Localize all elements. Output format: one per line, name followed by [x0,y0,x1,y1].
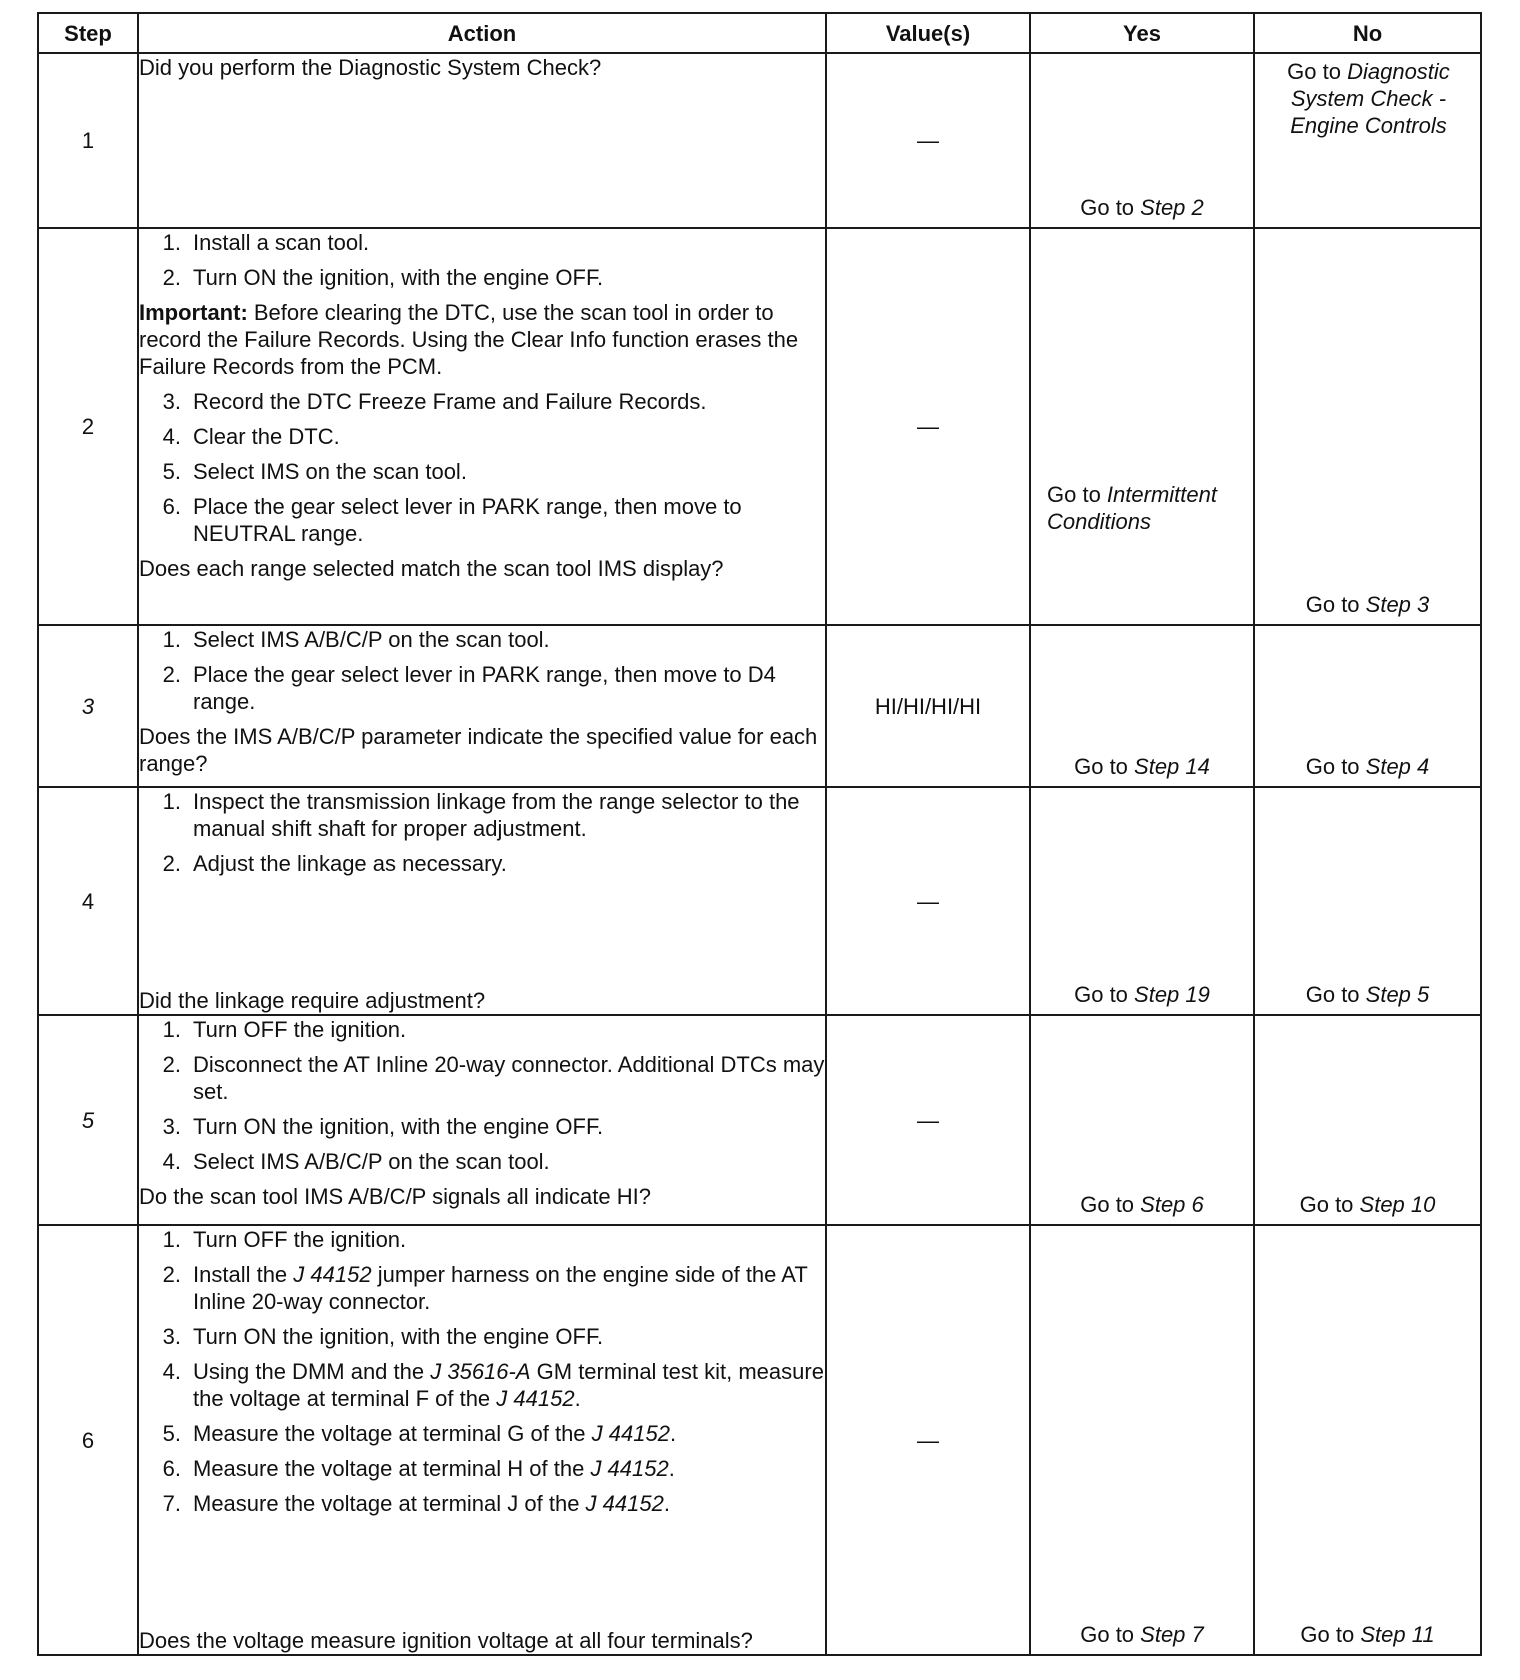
item-text: Inspect the transmission linkage from the range selector to the manual shift shaft for proper adjustment. [193,789,800,841]
item-number: 2. [162,1262,181,1287]
item-number: 6. [162,494,181,519]
goto-target: Step 6 [1140,1192,1204,1217]
important-text: Before clearing the DTC, use the scan tool in order to record the Failure Records. Using the Clear Info function erases the Failure Records from the PCM. [139,300,799,379]
important-label: Important: [139,300,248,325]
list-item [139,1016,825,1043]
yes-link[interactable] [1031,1191,1253,1218]
item-number: 2. [162,851,181,876]
item-text: Select IMS A/B/C/P on the scan tool. [193,627,550,652]
action-question: Does the voltage measure ignition voltage at all four terminals? [139,1628,753,1653]
item-text [193,1490,825,1517]
goto-target: Step 19 [1134,982,1210,1007]
step-number: 1 [38,53,138,228]
goto-prefix: Go to [1305,592,1366,617]
text-part: GM terminal test kit, measure the voltage at terminal F of the [193,1359,824,1411]
yes-link[interactable] [1031,1621,1253,1648]
action-question: Does each range selected match the scan tool IMS display? [139,556,724,581]
list-item [139,1051,825,1105]
item-text: Turn ON the ignition, with the engine OFF. [193,1114,604,1139]
goto-prefix: Go to [1080,195,1141,220]
action-cell [138,787,826,1015]
item-number: 5. [162,1421,181,1446]
item-number: 2. [162,662,181,687]
no-cell [1254,625,1481,787]
list-item [139,1358,825,1412]
goto-target: Diagnostic System Check - Engine Controls [1290,59,1450,138]
table-row [38,53,1481,228]
item-text: Place the gear select lever in PARK range, then move to NEUTRAL range. [193,494,742,546]
step-number [38,1015,138,1225]
no-link[interactable] [1255,981,1480,1008]
item-text [193,1358,825,1412]
item-number: 3. [162,389,181,414]
item-number: 1. [162,230,181,255]
list-item [139,850,825,877]
item-text: Select IMS A/B/C/P on the scan tool. [193,1149,550,1174]
value-cell: — [826,787,1030,1015]
table-row [38,625,1481,787]
no-cell [1254,53,1481,228]
list-item [139,264,825,291]
yes-cell [1030,53,1254,228]
item-text: Select IMS on the scan tool. [193,459,467,484]
goto-target: Intermittent Conditions [1047,482,1217,534]
list-item [139,229,825,256]
step-number: 6 [38,1225,138,1655]
no-link[interactable] [1255,1621,1480,1648]
item-text: Disconnect the AT Inline 20-way connector. Additional DTCs may set. [193,1052,825,1104]
goto-target: Step 11 [1360,1622,1435,1647]
list-item [139,1323,825,1350]
yes-cell [1030,1015,1254,1225]
item-number: 2. [162,1052,181,1077]
tool-ref: J 44152 [590,1456,669,1481]
goto-prefix: Go to [1299,1192,1360,1217]
no-cell [1254,228,1481,625]
action-question: Did the linkage require adjustment? [139,988,486,1013]
header-no: No [1254,13,1481,53]
tool-ref: J 44152 [585,1491,664,1516]
goto-prefix: Go to [1287,59,1348,84]
item-number: 5. [162,459,181,484]
list-item [139,1113,825,1140]
yes-cell [1030,228,1254,625]
step-number [38,625,138,787]
table-row [38,787,1481,1015]
text-part: Using the DMM and the [193,1359,431,1384]
value-cell: HI/HI/HI/HI [826,625,1030,787]
list-item [139,493,825,547]
goto-target: Step 14 [1134,754,1210,779]
goto-target: Step 2 [1140,195,1204,220]
item-number: 6. [162,1456,181,1481]
text-part: Install the [193,1262,294,1287]
item-text: Turn ON the ignition, with the engine OFF. [193,1324,604,1349]
list-item [139,626,825,653]
list-item [139,458,825,485]
tool-ref: J 44152 [293,1262,372,1287]
goto-prefix: Go to [1305,982,1366,1007]
item-text: Install a scan tool. [193,230,370,255]
action-cell [138,228,826,625]
table-row [38,228,1481,625]
item-text: Turn OFF the ignition. [193,1017,407,1042]
goto-prefix: Go to [1047,482,1107,507]
item-number: 4. [162,1359,181,1384]
item-text: Turn OFF the ignition. [193,1227,407,1252]
action-cell [138,1015,826,1225]
action-list [139,388,825,547]
tool-ref: J 44152 [496,1386,575,1411]
action-list [139,1016,825,1175]
action-cell [138,53,826,228]
yes-cell [1030,787,1254,1015]
text-part: . [663,1491,670,1516]
list-item [139,1420,825,1447]
item-text [193,1261,825,1315]
value-cell: — [826,1015,1030,1225]
goto-target: Step 4 [1365,754,1430,779]
item-text: Adjust the linkage as necessary. [193,851,507,876]
item-number: 7. [162,1491,181,1516]
no-cell [1254,1015,1481,1225]
list-item [139,1261,825,1315]
action-body [139,1226,825,1654]
no-link[interactable] [1255,753,1480,780]
spacer [139,885,825,987]
step-number: 2 [38,228,138,625]
list-item [139,423,825,450]
goto-prefix: Go to [1305,754,1366,779]
header-row [38,13,1481,53]
text-part: Measure the voltage at terminal H of the [193,1456,591,1481]
item-number: 1. [162,1017,181,1042]
value-cell: — [826,228,1030,625]
important-note [139,299,825,380]
text-part: Measure the voltage at terminal J of the [193,1491,586,1516]
item-text: Record the DTC Freeze Frame and Failure Records. [193,389,707,414]
goto-target: Step 3 [1365,592,1430,617]
text-part: . [669,1421,677,1446]
yes-link[interactable] [1047,481,1249,535]
yes-link[interactable] [1031,194,1253,221]
step-number-text: 5 [81,1107,95,1133]
no-link[interactable] [1255,54,1480,139]
list-item [139,388,825,415]
list-item [139,1148,825,1175]
yes-link[interactable] [1031,753,1253,780]
table-row [38,1225,1481,1655]
item-text: Place the gear select lever in PARK range, then move to D4 range. [193,662,776,714]
step-number: 4 [38,787,138,1015]
action-list [139,788,825,885]
action-list [139,229,825,291]
no-cell [1254,787,1481,1015]
item-number: 4. [162,424,181,449]
no-link[interactable] [1255,591,1480,618]
item-number: 4. [162,1149,181,1174]
action-list [139,626,825,715]
goto-prefix: Go to [1074,982,1135,1007]
text-part: jumper harness on the engine side of the AT Inline 20-way connector. [193,1262,808,1314]
item-number: 3. [162,1114,181,1139]
value-cell: — [826,1225,1030,1655]
action-question: Did you perform the Diagnostic System Check? [139,55,602,80]
no-cell [1254,1225,1481,1655]
action-question: Do the scan tool IMS A/B/C/P signals all indicate HI? [139,1184,651,1209]
table-row [38,1015,1481,1225]
goto-prefix: Go to [1074,754,1135,779]
item-number: 2. [162,265,181,290]
item-text: Clear the DTC. [193,424,340,449]
yes-cell [1030,1225,1254,1655]
diagnostic-table [37,12,1482,1656]
spacer [139,1525,825,1627]
list-item [139,1226,825,1253]
step-number-text: 3 [81,693,95,719]
yes-cell [1030,625,1254,787]
list-item [139,661,825,715]
text-part: Measure the voltage at terminal G of the [193,1421,592,1446]
no-link[interactable] [1255,1191,1480,1218]
tool-ref: J 35616-A [430,1359,531,1384]
goto-target: Step 5 [1365,982,1430,1007]
goto-target: Step 7 [1140,1622,1204,1647]
list-item [139,1490,825,1517]
goto-target: Step 10 [1359,1192,1436,1217]
header-action: Action [138,13,826,53]
yes-link[interactable] [1031,981,1253,1008]
item-number: 1. [162,1227,181,1252]
action-question: Does the IMS A/B/C/P parameter indicate the specified value for each range? [139,724,818,776]
text-part: . [668,1456,675,1481]
header-yes: Yes [1030,13,1254,53]
list-item [139,788,825,842]
action-body [139,788,825,1014]
item-text: Turn ON the ignition, with the engine OFF. [193,265,604,290]
item-text [193,1420,825,1447]
goto-prefix: Go to [1300,1622,1361,1647]
header-values: Value(s) [826,13,1030,53]
action-list [139,1226,825,1525]
list-item [139,1455,825,1482]
text-part: . [574,1386,581,1411]
item-number: 1. [162,789,181,814]
action-cell [138,625,826,787]
tool-ref: J 44152 [591,1421,670,1446]
goto-prefix: Go to [1080,1622,1141,1647]
goto-prefix: Go to [1080,1192,1141,1217]
item-text [193,1455,825,1482]
item-number: 1. [162,627,181,652]
header-step: Step [38,13,138,53]
action-cell [138,1225,826,1655]
item-number: 3. [162,1324,181,1349]
value-cell: — [826,53,1030,228]
